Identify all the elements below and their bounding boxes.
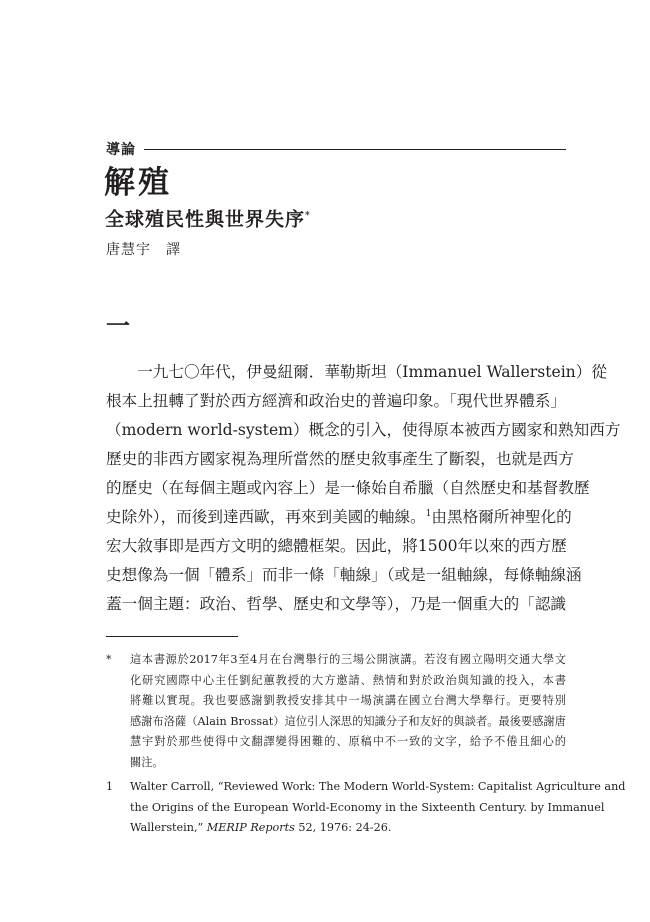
citation-journal: MERIP Reports [206,821,295,834]
subtitle-text: 全球殖民性與世界失序 [105,208,306,231]
footnote-line: 慧宇對於那些使得中文翻譯變得困難的、原稿中不一致的文字，給予不倦且細心的 [130,735,566,748]
footnote-divider [106,636,238,637]
section-rule [144,149,566,150]
footnote-line: 化研究國際中心主任劉紀蕙教授的大方邀請、熱情和對於政治與知識的投入，本書 [130,673,566,687]
body-line: 蓋一個主題：政治、哲學、歷史和文學等），乃是一個重大的「認識 [106,595,567,613]
footnote-line: 這本書源於2017年3至4月在台灣舉行的三場公開演講。若沒有國立陽明交通大學文 [130,653,566,666]
body-line-text: 史除外），而後到達西歐，再來到美國的軸線。 [106,508,426,526]
footnote-line: 將難以實現。我也要感謝劉教授安排其中一場演講在國立台灣大學舉行。更要特別 [130,694,566,707]
footnote-line [130,818,566,839]
footnote-marker: 1 [106,780,113,793]
body-line: 史想像為一個「體系」而非一條「軸線」（或是一組軸線，每條軸線涵 [106,566,582,584]
citation-author-text: Wallerstein,” [130,821,207,834]
subtitle-note-marker: * [305,211,311,221]
footnote-line: 關注。 [130,755,164,769]
footnote-line: the Origins of the European World-Economy in the Sixteenth Century. by Immanuel [130,800,605,814]
footnote-ref-1[interactable]: 1 [425,508,432,519]
footnote-line: Walter Carroll, “Reviewed Work: The Modern World-System: Capitalist Agriculture and [130,780,626,793]
section-label: 導論 [106,142,136,158]
footnotes [106,650,626,843]
footnote-marker: * [106,653,112,666]
translator-credit: 唐慧宇 譯 [106,242,181,258]
section-header [106,140,566,158]
body-line [106,503,572,532]
body-line: 的歷史（在每個主題或內容上）是一條始自希臘（自然歷史和基督教歷 [106,479,590,497]
body-line: 宏大敘事即是西方文明的總體框架。因此，將1500年以來的西方歷 [106,537,567,555]
citation-details: 52, 1976: 24-26. [294,821,392,834]
chapter-title: 解殖 [104,165,172,201]
chapter-subtitle [105,203,311,232]
part-number: 一 [106,311,130,340]
body-line: 一九七〇年代，伊曼紐爾．華勒斯坦（Immanuel Wallerstein）從 [106,363,607,381]
body-line: 歷史的非西方國家視為理所當然的歷史敘事產生了斷裂，也就是西方 [106,450,574,468]
footnote-star [106,650,566,773]
body-line: 根本上扭轉了對於西方經濟和政治史的普遍印象。「現代世界體系」 [106,392,567,410]
body-line-tail: 由黑格爾所神聖化的 [431,508,572,526]
footnote-line: 感謝布洛薩（Alain Brossat）這位引人深思的知識分子和友好的與談者。最後要感謝唐 [130,714,566,728]
body-text [106,358,621,619]
body-line: （modern world-system）概念的引入，使得原本被西方國家和熟知西方 [106,421,621,439]
footnote-1 [106,777,626,839]
